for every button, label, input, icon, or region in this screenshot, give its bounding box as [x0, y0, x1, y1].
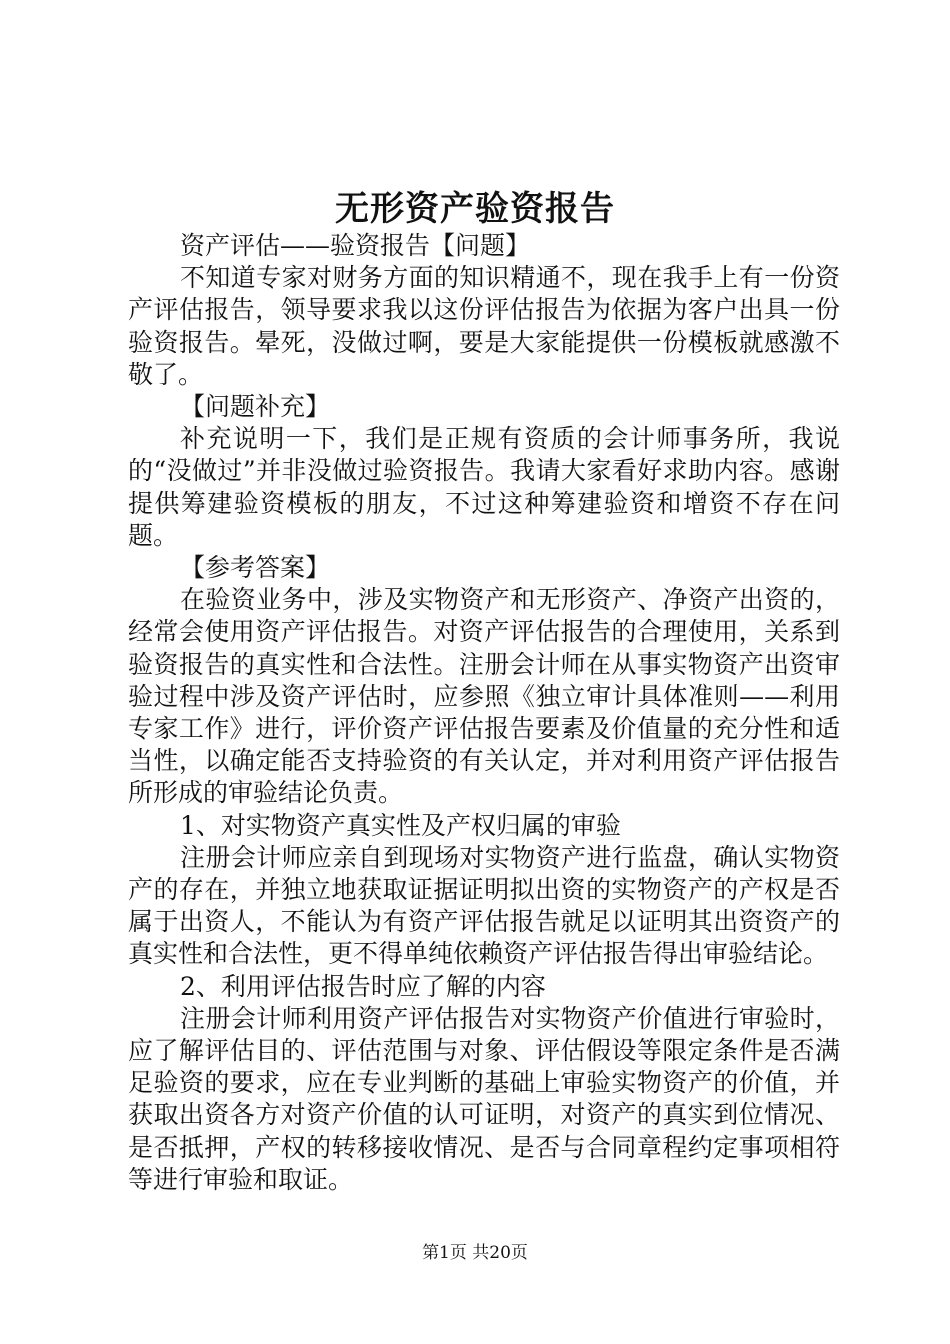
document-title: 无形资产验资报告 — [335, 189, 615, 229]
paragraph-supplement-heading: 【问题补充】 — [180, 392, 331, 422]
paragraph-section-1: 注册会计师应亲自到现场对实物资产进行监盘，确认实物资产的存在，并独立地获取证据证明拟出资的实物资产的产权是否属于出资人，不能认为有资产评估报告就足以证明其出资资产的真实性和合法性，更不得单纯依赖资产评估报告得出审验结论。 — [128, 842, 840, 969]
page-footer: 第1页 共20页 — [422, 1243, 528, 1263]
paragraph-question: 不知道专家对财务方面的知识精通不，现在我手上有一份资产评估报告，领导要求我以这份评估报告为依据为客户出具一份验资报告。晕死，没做过啊，要是大家能提供一份模板就感激不敬了。 — [128, 263, 840, 389]
paragraph-supplement: 补充说明一下，我们是正规有资质的会计师事务所，我说的“没做过”并非没做过验资报告。我请大家看好求助内容。感谢提供筹建验资模板的朋友，不过这种筹建验资和增资不存在问题。 — [128, 424, 840, 550]
section-heading-1: 1、对实物资产真实性及产权归属的审验 — [180, 810, 621, 840]
paragraph-answer-intro: 在验资业务中，涉及实物资产和无形资产、净资产出资的，经常会使用资产评估报告。对资产评估报告的合理使用，关系到验资报告的真实性和合法性。注册会计师在从事实物资产出资审验过程中涉及资产评估时，应参照《独立审计具体准则——利用专家工作》进行，评价资产评估报告要素及价值量的充分性和适当性，以确定能否支持验资的有关认定，并对利用资产评估报告所形成的审验结论负责。 — [128, 585, 840, 808]
paragraph-section-2: 注册会计师利用资产评估报告对实物资产价值进行审验时，应了解评估目的、评估范围与对象、评估假设等限定条件是否满足验资的要求，应在专业判断的基础上审验实物资产的价值，并获取出资各方对资产价值的认可证明，对资产的真实到位情况、是否抵押，产权的转移接收情况、是否与合同章程约定事项相符等进行审验和取证。 — [128, 1003, 840, 1194]
document-body — [128, 230, 840, 1196]
section-heading-2: 2、利用评估报告时应了解的内容 — [180, 971, 546, 1001]
paragraph-answer-heading: 【参考答案】 — [180, 553, 331, 583]
paragraph-question-heading: 资产评估——验资报告【问题】 — [180, 231, 531, 260]
